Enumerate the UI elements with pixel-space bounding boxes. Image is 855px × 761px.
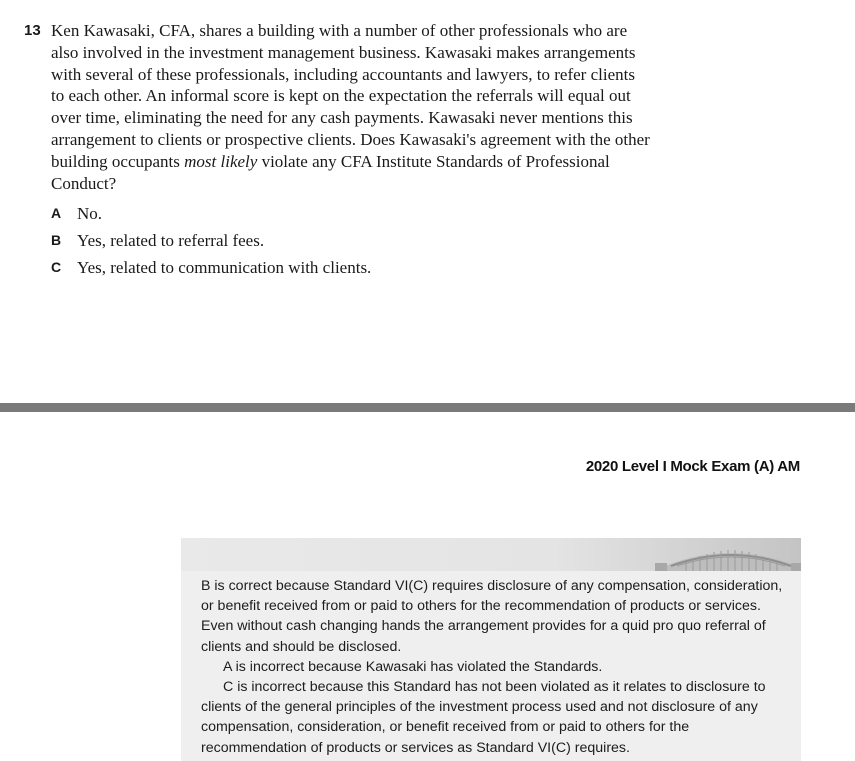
question-number: 13 [24,22,41,39]
incorrect-explanation-c: C is incorrect because this Standard has not been violated as it relates to disclosure to clients of the general principles of the investment process used and not disclosure of any compensation, consideration, or benefit received from or paid to others for the recommendation of products or services as Standard VI(C) requires. [201,679,766,756]
option-text: Yes, related to referral fees. [77,230,265,250]
incorrect-explanation-a: A is incorrect because Kawasaki has violated the Standards. [223,658,603,675]
option-letter: C [51,258,62,275]
bridge-graphic-icon [641,538,801,571]
answer-header-band [181,538,801,571]
option-text: No. [77,203,103,223]
exam-title: 2020 Level I Mock Exam (A) AM [585,458,800,475]
option-c[interactable] [51,254,664,281]
answer-text [201,576,786,758]
question-text [51,20,651,194]
option-letter: B [51,231,62,248]
page-divider [0,403,855,412]
option-a[interactable] [51,200,664,227]
question-emphasis: most likely [184,151,258,171]
option-text: Yes, related to communication with clients. [77,257,372,277]
question-block [24,20,664,281]
option-b[interactable] [51,227,664,254]
question-text-part-1: Ken Kawasaki, CFA, shares a building with a number of other professionals who are also involved in the investment management business. Kawasaki makes arrangements with several of these professionals, including accountants and lawyers, to refer clients to each other. An informal score is kept on the expectation the referrals will equal out over time, eliminating the need for any cash payments. Kawasaki never mentions this arrangement to clients or prospective clients. Does Kawasaki's agreement with the other building occupants [51,21,650,171]
option-letter: A [51,204,62,221]
correct-explanation: B is correct because Standard VI(C) requires disclosure of any compensation, consideration, or benefit received from or paid to others for the recommendation of products or services. Even without cash changing hands the arrangement provides for a quid pro quo referral of clients and should be disclosed. [201,578,783,655]
answer-explanation-box [181,538,801,761]
question-text-part-2: violate any CFA Institute Standards of Professional Conduct? [51,151,610,193]
answer-options [51,200,664,281]
